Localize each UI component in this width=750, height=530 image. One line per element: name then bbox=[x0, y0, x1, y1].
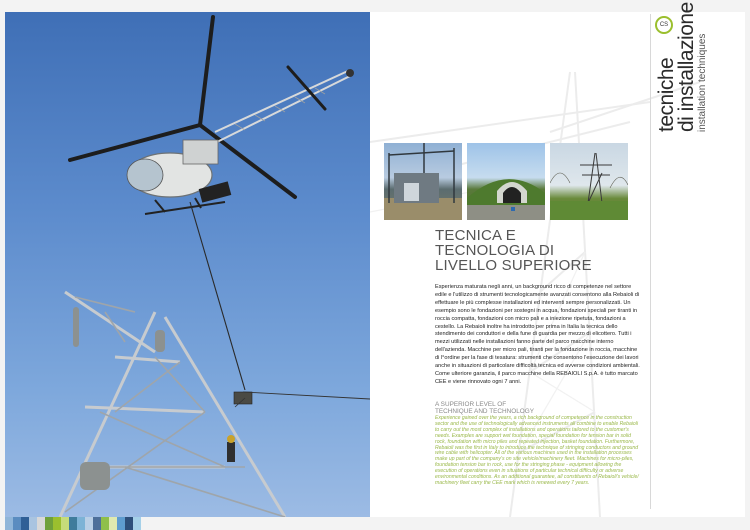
substation-photo bbox=[384, 143, 462, 220]
color-swatch bbox=[117, 517, 125, 530]
section-title-line2: di installazione bbox=[675, 2, 698, 132]
tunnel-photo bbox=[467, 143, 545, 220]
color-swatch bbox=[101, 517, 109, 530]
headline-line1: TECNICA E bbox=[435, 227, 516, 244]
color-swatch bbox=[125, 517, 133, 530]
color-swatch-strip bbox=[5, 517, 141, 530]
substation-illustration bbox=[384, 143, 462, 220]
color-swatch bbox=[133, 517, 141, 530]
section-badge: CS bbox=[655, 16, 673, 34]
subhead-english bbox=[435, 401, 615, 415]
color-swatch bbox=[77, 517, 85, 530]
color-swatch bbox=[21, 517, 29, 530]
headline-line3: LIVELLO SUPERIORE bbox=[435, 257, 592, 274]
helicopter-pylon-illustration bbox=[5, 12, 370, 517]
color-swatch bbox=[61, 517, 69, 530]
body-text-italian: Esperienza maturata negli anni, un background ricco di competenze nel settore edile e l'utilizzo di strumenti tecnologicamente avanzati consentono alla Rebaioli di effettuare le più complesse installazioni ed interventi sempre personalizzati. Un esempio sono le fondazioni per sostegni in acqua, fondazioni speciali per tiranti in roccia compatta, fondazioni con micro pali e a iniezione ripetuta, fondazioni a cestello. La Rebaioli inoltre ha introdotto per prima in Italia la tecnica dello stendimento dei conduttori e della fune di guardia per mezzo di elicottero. Tutti i mezzi utilizzati nelle installazioni fanno parte del parco macchine interno dell'azienda. Macchine per micro pali, tiranti per la fondazione in roccia, macchine di l°ordine per la fase di tesatura: strumenti che consentono l'esecuzione dei lavori anche in situazioni di particolare difficoltà tecnica ed avverse condizioni ambientali. Come ulteriore garanzia, il parco macchine della REBAIOLI S.p.A. è tutto marcato CEE e viene rinnovato ogni 7 anni. bbox=[435, 284, 640, 385]
section-subtitle: installation techniques bbox=[697, 33, 708, 132]
section-title bbox=[645, 2, 725, 164]
color-swatch bbox=[93, 517, 101, 530]
color-swatch bbox=[29, 517, 37, 530]
pylon-field-illustration bbox=[550, 143, 628, 220]
subhead-english-line1: A SUPERIOR LEVEL OF bbox=[435, 401, 507, 408]
color-swatch bbox=[13, 517, 21, 530]
section-title-line1: tecniche bbox=[655, 57, 678, 132]
headline bbox=[435, 228, 635, 273]
color-swatch bbox=[69, 517, 77, 530]
body-text-english: Experience gained over the years, a rich background of competence in the construction sector and the use of technologically advanced instruments all combine to enable Rebaioli to carry out the most complex of installations and operations tailored to the customer's needs. Examples are support wet foundation, special foundation for tension bar in solid rock, foundation with micro piles and repeated injection, basket foundation. Furthermore, Rebaioli was the first in Italy to introduce the technique of stringing conductors and ground wire cable with helicopter. All of the various machines used in the installation processes make up part of the company's on site vehicle/machinery fleet. Machines for micro-piles, foundation tension bar in rock, use for the stringing phase - equipment allowing the execution of operations even in situations of particular technical difficulty or adverse environmental conditions. As an additional guarantee, all constituents of Rebaioli's vehicle/ machinery fleet carry the CEE mark which is renewed every 7 years. bbox=[435, 415, 639, 486]
color-swatch bbox=[109, 517, 117, 530]
helicopter-photo bbox=[5, 12, 370, 517]
color-swatch bbox=[45, 517, 53, 530]
color-swatch bbox=[37, 517, 45, 530]
color-swatch bbox=[85, 517, 93, 530]
color-swatch bbox=[5, 517, 13, 530]
headline-line2: TECNOLOGIA DI bbox=[435, 242, 555, 259]
subhead-english-line2: TECHNIQUE AND TECHNOLOGY bbox=[435, 408, 534, 415]
pylon-field-photo bbox=[550, 143, 628, 220]
color-swatch bbox=[53, 517, 61, 530]
tunnel-illustration bbox=[467, 143, 545, 220]
